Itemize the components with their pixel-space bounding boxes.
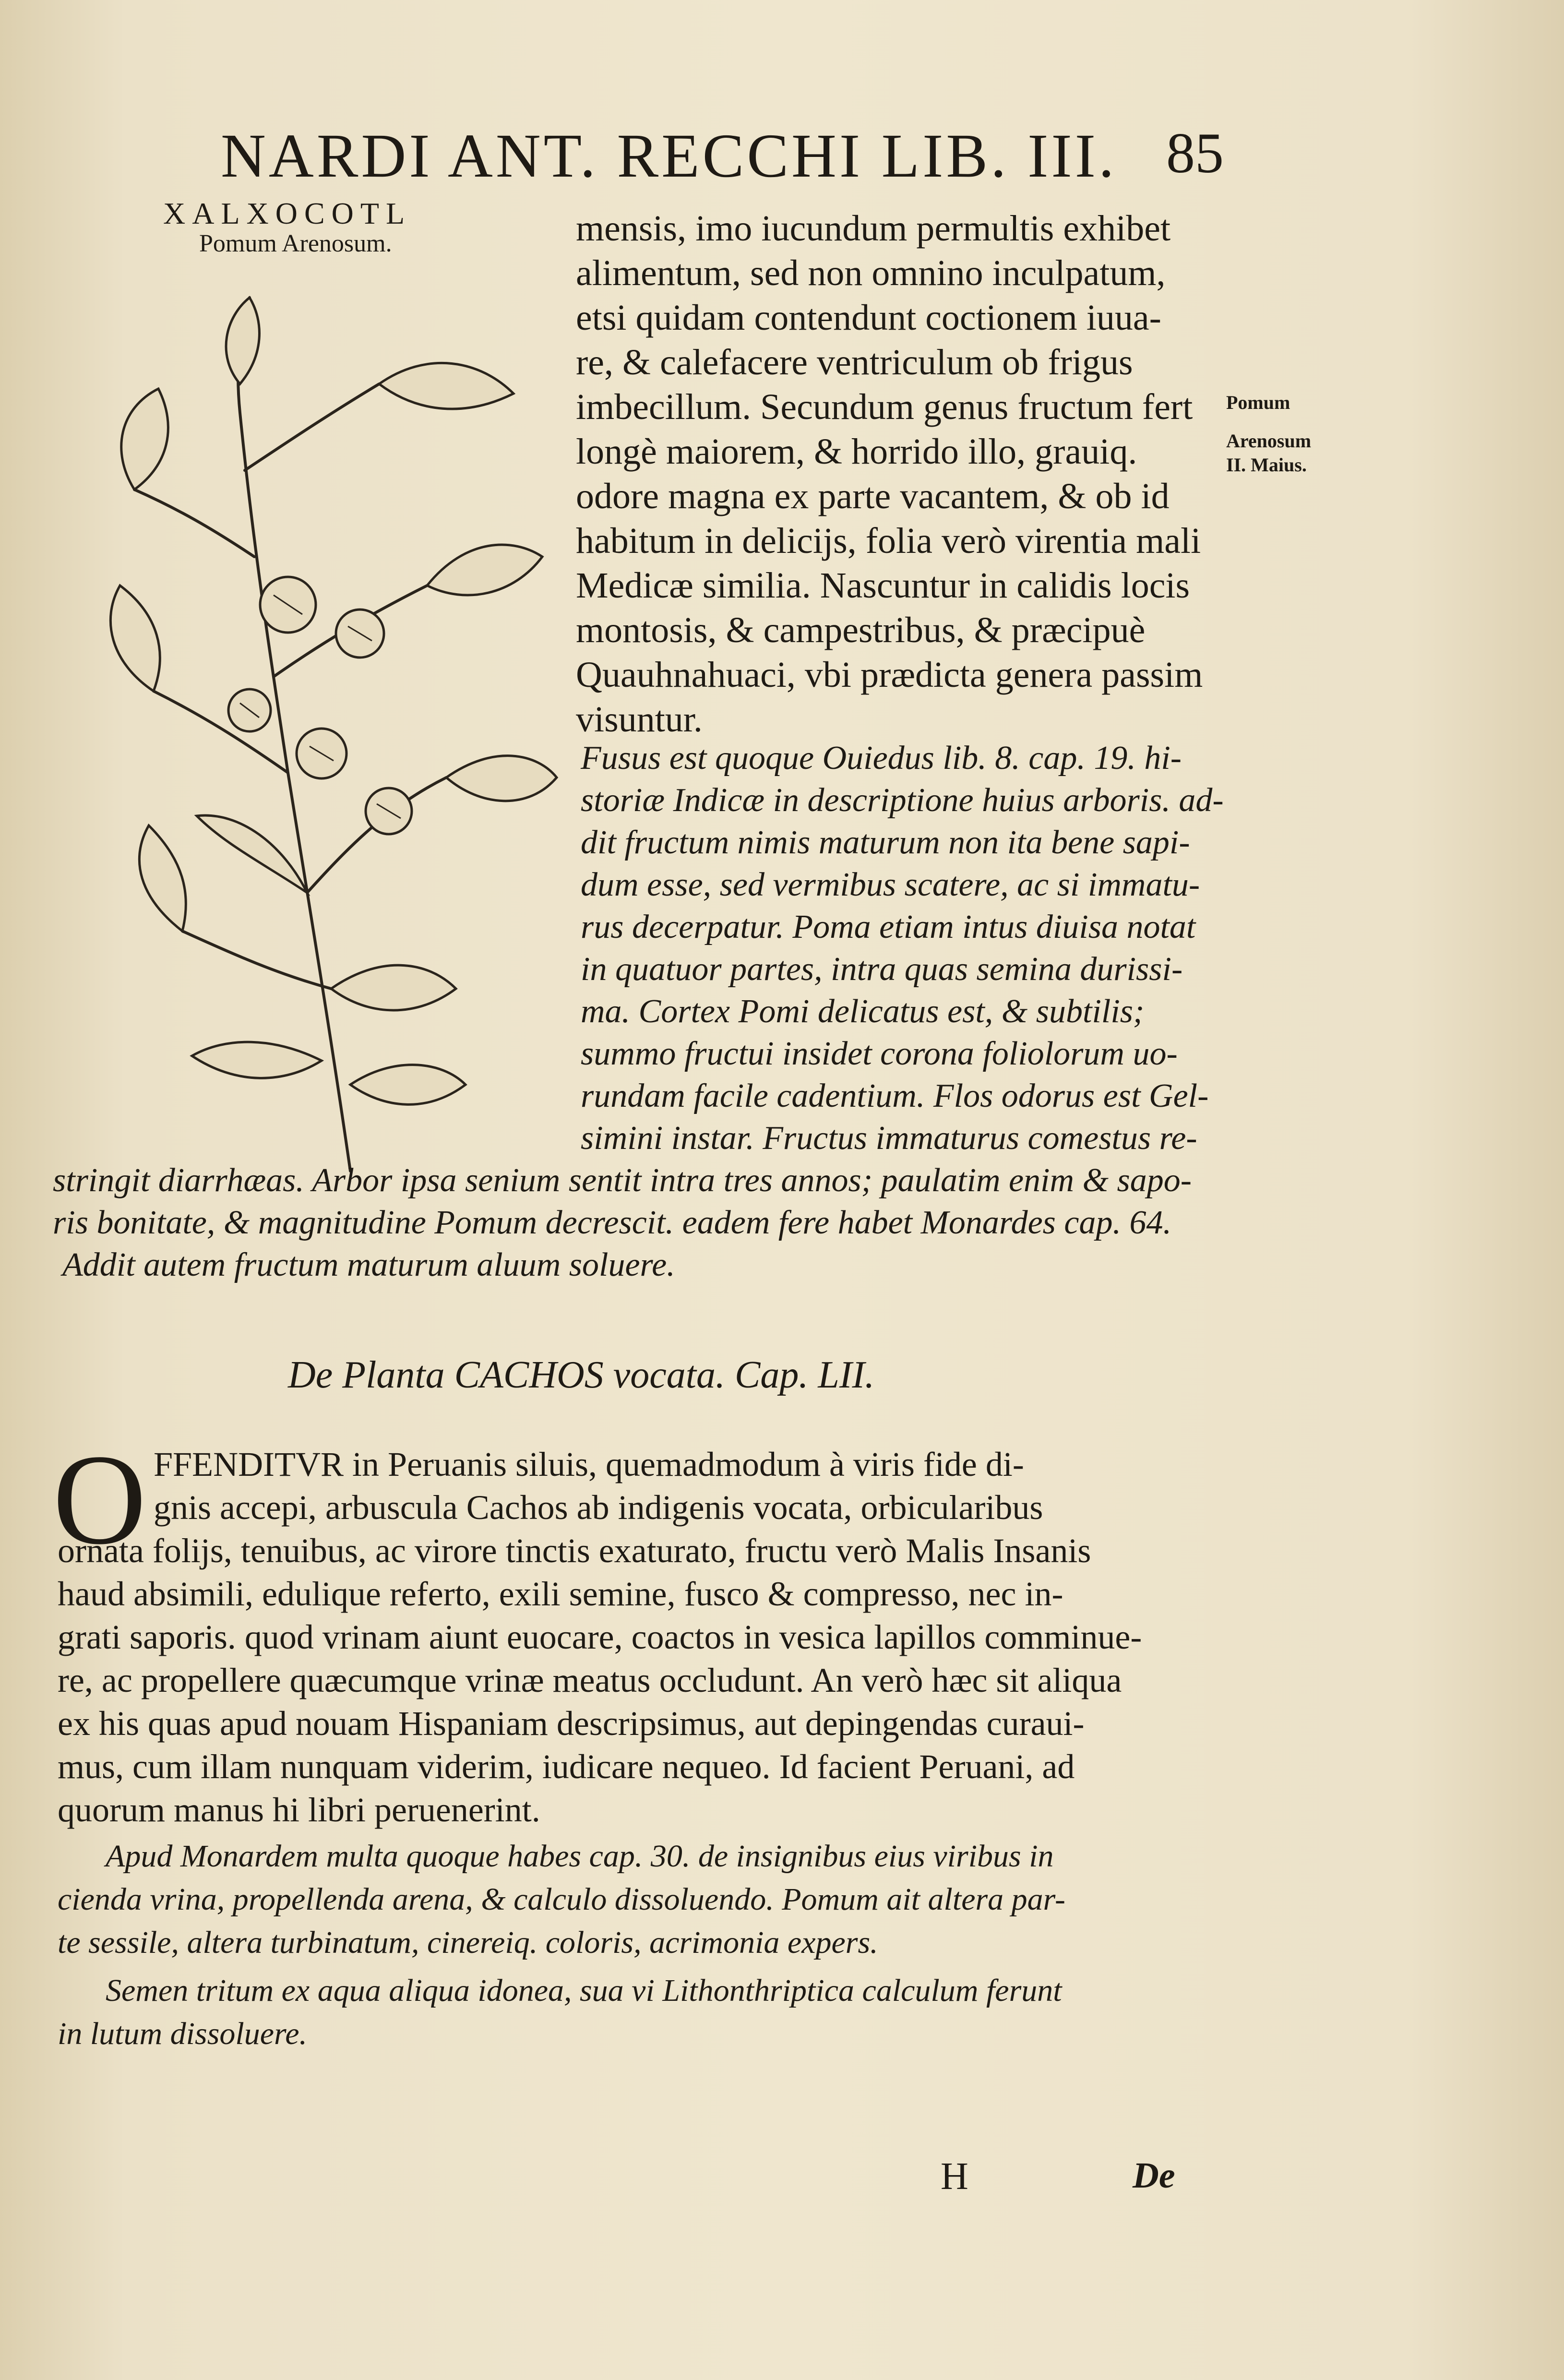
text-line: grati saporis. quod vrinam aiunt euocare, coactos in vesica lapillos comminue- (58, 1618, 1142, 1656)
italic-line: Fusus est quoque Ouiedus lib. 8. cap. 19. hi- (581, 740, 1182, 777)
italic-line: stringit diarrhæas. Arbor ipsa senium sentit intra tres annos; paulatim enim & sapo- (53, 1162, 1192, 1199)
text-line: mensis, imo iucundum permultis exhibet (576, 208, 1171, 249)
text-line: FFENDITVR in Peruanis siluis, quemadmodum à viris fide di- (154, 1445, 1024, 1483)
page-number: 85 (1166, 121, 1224, 185)
text-line: re, & calefacere ventriculum ob frigus (576, 342, 1133, 383)
footnote-line: cienda vrina, propellenda arena, & calculo dissoluendo. Pomum ait altera par- (58, 1882, 1066, 1917)
text-line: imbecillum. Secundum genus fructum fert (576, 387, 1193, 427)
drop-capital: O (53, 1428, 146, 1571)
italic-line: simini instar. Fructus immaturus comestus re- (581, 1120, 1197, 1157)
text-line: etsi quidam contendunt coctionem iuua- (576, 298, 1161, 338)
text-line: montosis, & campestribus, & præcipuè (576, 610, 1146, 650)
text-line: habitum in delicijs, folia verò virentia mali (576, 521, 1201, 561)
footnote-line: in lutum dissoluere. (58, 2016, 308, 2051)
text-line: ex his quas apud nouam Hispaniam descripsimus, aut depingendas curaui- (58, 1704, 1085, 1743)
italic-line: summo fructui insidet corona foliolorum uo- (581, 1035, 1178, 1072)
text-line: gnis accepi, arbuscula Cachos ab indigenis vocata, orbicularibus (154, 1488, 1043, 1527)
margin-note-line: Pomum (1226, 392, 1290, 413)
italic-line: rus decerpatur. Poma etiam intus diuisa notat (581, 909, 1196, 945)
botanical-woodcut-icon (82, 269, 561, 1181)
italic-line: dum esse, sed vermibus scatere, ac si immatu- (581, 866, 1200, 903)
italic-line: storiæ Indicæ in descriptione huius arboris. ad- (581, 782, 1224, 819)
italic-line: in quatuor partes, intra quas semina durissi- (581, 951, 1183, 988)
text-line: quorum manus hi libri peruenerint. (58, 1791, 540, 1829)
margin-note-line: Arenosum (1226, 430, 1312, 452)
text-line: alimentum, sed non omnino inculpatum, (576, 253, 1166, 293)
text-line: haud absimili, edulique referto, exili semine, fusco & compresso, nec in- (58, 1575, 1063, 1613)
chapter-heading: De Planta CACHOS vocata. Cap. LII. (288, 1354, 875, 1396)
signature-mark: H (941, 2155, 968, 2198)
running-header: NARDI ANT. RECCHI LIB. III. (221, 121, 1117, 191)
text-line: mus, cum illam nunquam viderim, iudicare nequeo. Id facient Peruani, ad (58, 1747, 1075, 1786)
italic-line: rundam facile cadentium. Flos odorus est Gel- (581, 1077, 1209, 1114)
text-line: Quauhnahuaci, vbi prædicta genera passim (576, 655, 1203, 695)
footnote-line: te sessile, altera turbinatum, cinereiq. coloris, acrimonia expers. (58, 1925, 878, 1960)
margin-note-line: II. Maius. (1226, 454, 1307, 476)
footnote-line: Apud Monardem multa quoque habes cap. 30. de insignibus eius viribus in (106, 1839, 1054, 1874)
italic-line: ris bonitate, & magnitudine Pomum decrescit. eadem fere habet Monardes cap. 64. (53, 1204, 1171, 1241)
italic-line: Addit autem fructum maturum aluum soluere. (62, 1246, 675, 1283)
footnote-line: Semen tritum ex aqua aliqua idonea, sua vi Lithonthriptica calculum ferunt (106, 1973, 1062, 2008)
illustration-title: XALXOCOTL (163, 196, 412, 230)
italic-line: dit fructum nimis maturum non ita bene sapi- (581, 824, 1190, 861)
catchword: De (1133, 2155, 1175, 2196)
text-line: re, ac propellere quæcumque vrinæ meatus occludunt. An verò hæc sit aliqua (58, 1661, 1122, 1699)
text-line: visuntur. (576, 699, 703, 740)
text-line: Medicæ similia. Nascuntur in calidis locis (576, 565, 1190, 606)
text-line: ornata folijs, tenuibus, ac virore tinctis exaturato, fructu verò Malis Insanis (58, 1531, 1091, 1570)
text-line: odore magna ex parte vacantem, & ob id (576, 476, 1170, 516)
illustration-subtitle: Pomum Arenosum. (199, 230, 392, 257)
text-line: longè maiorem, & horrido illo, grauiq. (576, 431, 1137, 472)
italic-line: ma. Cortex Pomi delicatus est, & subtilis; (581, 993, 1145, 1030)
